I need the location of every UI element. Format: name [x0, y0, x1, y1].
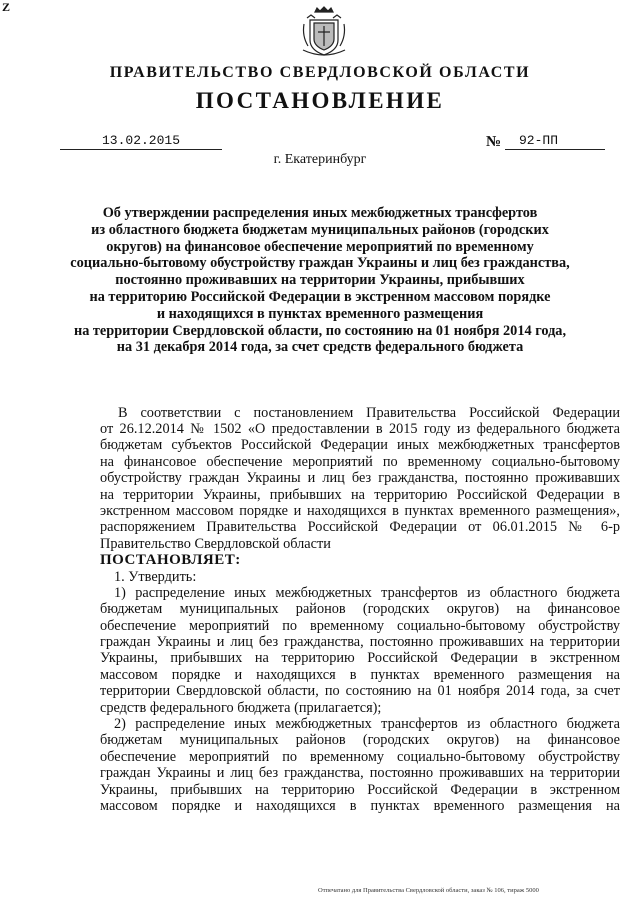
- coat-of-arms-icon: [301, 6, 347, 58]
- body-line: обеспечение мероприятий по временному социально-бытовому обустройству: [100, 748, 620, 765]
- body-line: средств федерального бюджета (прилагается);: [100, 699, 382, 716]
- body-line: на территории Украины, прибывших на территорию Российской Федерации в: [100, 486, 620, 503]
- body-line: 1. Утвердить:: [114, 568, 197, 585]
- body-line: Правительство Свердловской области: [100, 535, 331, 552]
- body-line: обустройству граждан Украины и лиц без гражданства, постоянно проживавших: [100, 470, 620, 487]
- body-line: 1) распределение иных межбюджетных трансфертов из областного бюджета: [114, 584, 620, 601]
- body-line: на финансовое обеспечение мероприятий по временному социально-бытовому: [100, 453, 620, 470]
- title-line: Об утверждении распределения иных межбюджетных трансфертов: [102, 205, 538, 221]
- title-line: на территории Свердловской области, по состоянию на 01 ноября 2014 года,: [73, 322, 567, 339]
- title-line: из областного бюджета бюджетам муниципальных районов (городских: [91, 221, 549, 238]
- document-title: [60, 205, 580, 356]
- body-line: территории Свердловской области, по состоянию на 01 ноября 2014 года, за счет: [100, 683, 620, 700]
- organization-name: ПРАВИТЕЛЬСТВО СВЕРДЛОВСКОЙ ОБЛАСТИ: [109, 64, 531, 81]
- body-line: массовом порядке и находящихся в пунктах временного размещения на: [100, 797, 620, 814]
- document-type: ПОСТАНОВЛЕНИЕ: [195, 88, 445, 113]
- number-sign: №: [486, 134, 502, 150]
- body-line: бюджетам субъектов Российской Федерации иных межбюджетных трансфертов: [100, 437, 620, 454]
- body-line: граждан Украины и лиц без гражданства, постоянно проживавших на территории: [100, 634, 620, 651]
- body-line: обеспечение мероприятий по временному социально-бытовому обустройству: [100, 617, 620, 634]
- section-heading: ПОСТАНОВЛЯЕТ:: [100, 552, 241, 569]
- document-body: [104, 405, 620, 421]
- city: г. Екатеринбург: [273, 152, 367, 167]
- document-body-main: [100, 421, 620, 814]
- title-line: на территорию Российской Федерации в экстренном массовом порядке: [89, 288, 551, 305]
- body-line: экстренном массовом порядке и находящихся в пунктах временного размещения»,: [100, 502, 620, 519]
- document-number: 92-ПП: [505, 133, 605, 150]
- body-line: бюджетам муниципальных районов (городских округов) на финансовое: [100, 601, 620, 618]
- title-line: на 31 декабря 2014 года, за счет средств федерального бюджета: [116, 339, 524, 356]
- body-line: бюджетам муниципальных районов (городских округов) на финансовое: [100, 732, 620, 749]
- title-line: и находящихся в пунктах временного размещения: [156, 305, 484, 322]
- body-line: от 26.12.2014 № 1502 «О предоставлении в 2015 году из федерального бюджета: [100, 421, 620, 437]
- title-line: постоянно проживавших на территории Украины, прибывших: [115, 272, 525, 289]
- body-line: Украины, прибывших на территорию Российской Федерации в экстренном: [100, 781, 620, 798]
- title-line: округов) на финансовое обеспечение мероприятий по временному: [106, 238, 534, 255]
- document-date: 13.02.2015: [60, 133, 222, 150]
- body-line: 2) распределение иных межбюджетных трансфертов из областного бюджета: [114, 716, 620, 733]
- body-line: граждан Украины и лиц без гражданства, постоянно проживавших на территории: [100, 765, 620, 782]
- corner-mark: Z: [2, 0, 11, 14]
- body-line: Украины, прибывших на территорию Российской Федерации в экстренном: [100, 650, 620, 667]
- print-footer: Отпечатано для Правительства Свердловской области, заказ № 106, тираж 5000: [318, 887, 539, 894]
- title-line: социально-бытовому обустройству граждан Украины и лиц без гражданства,: [70, 255, 570, 272]
- body-line: В соответствии с постановлением Правительства Российской Федерации: [118, 405, 620, 421]
- body-line: массовом порядке и находящихся в пунктах временного размещения на: [100, 666, 620, 683]
- body-line: распоряжением Правительства Российской Федерации от 06.01.2015 № 6-р: [100, 519, 620, 536]
